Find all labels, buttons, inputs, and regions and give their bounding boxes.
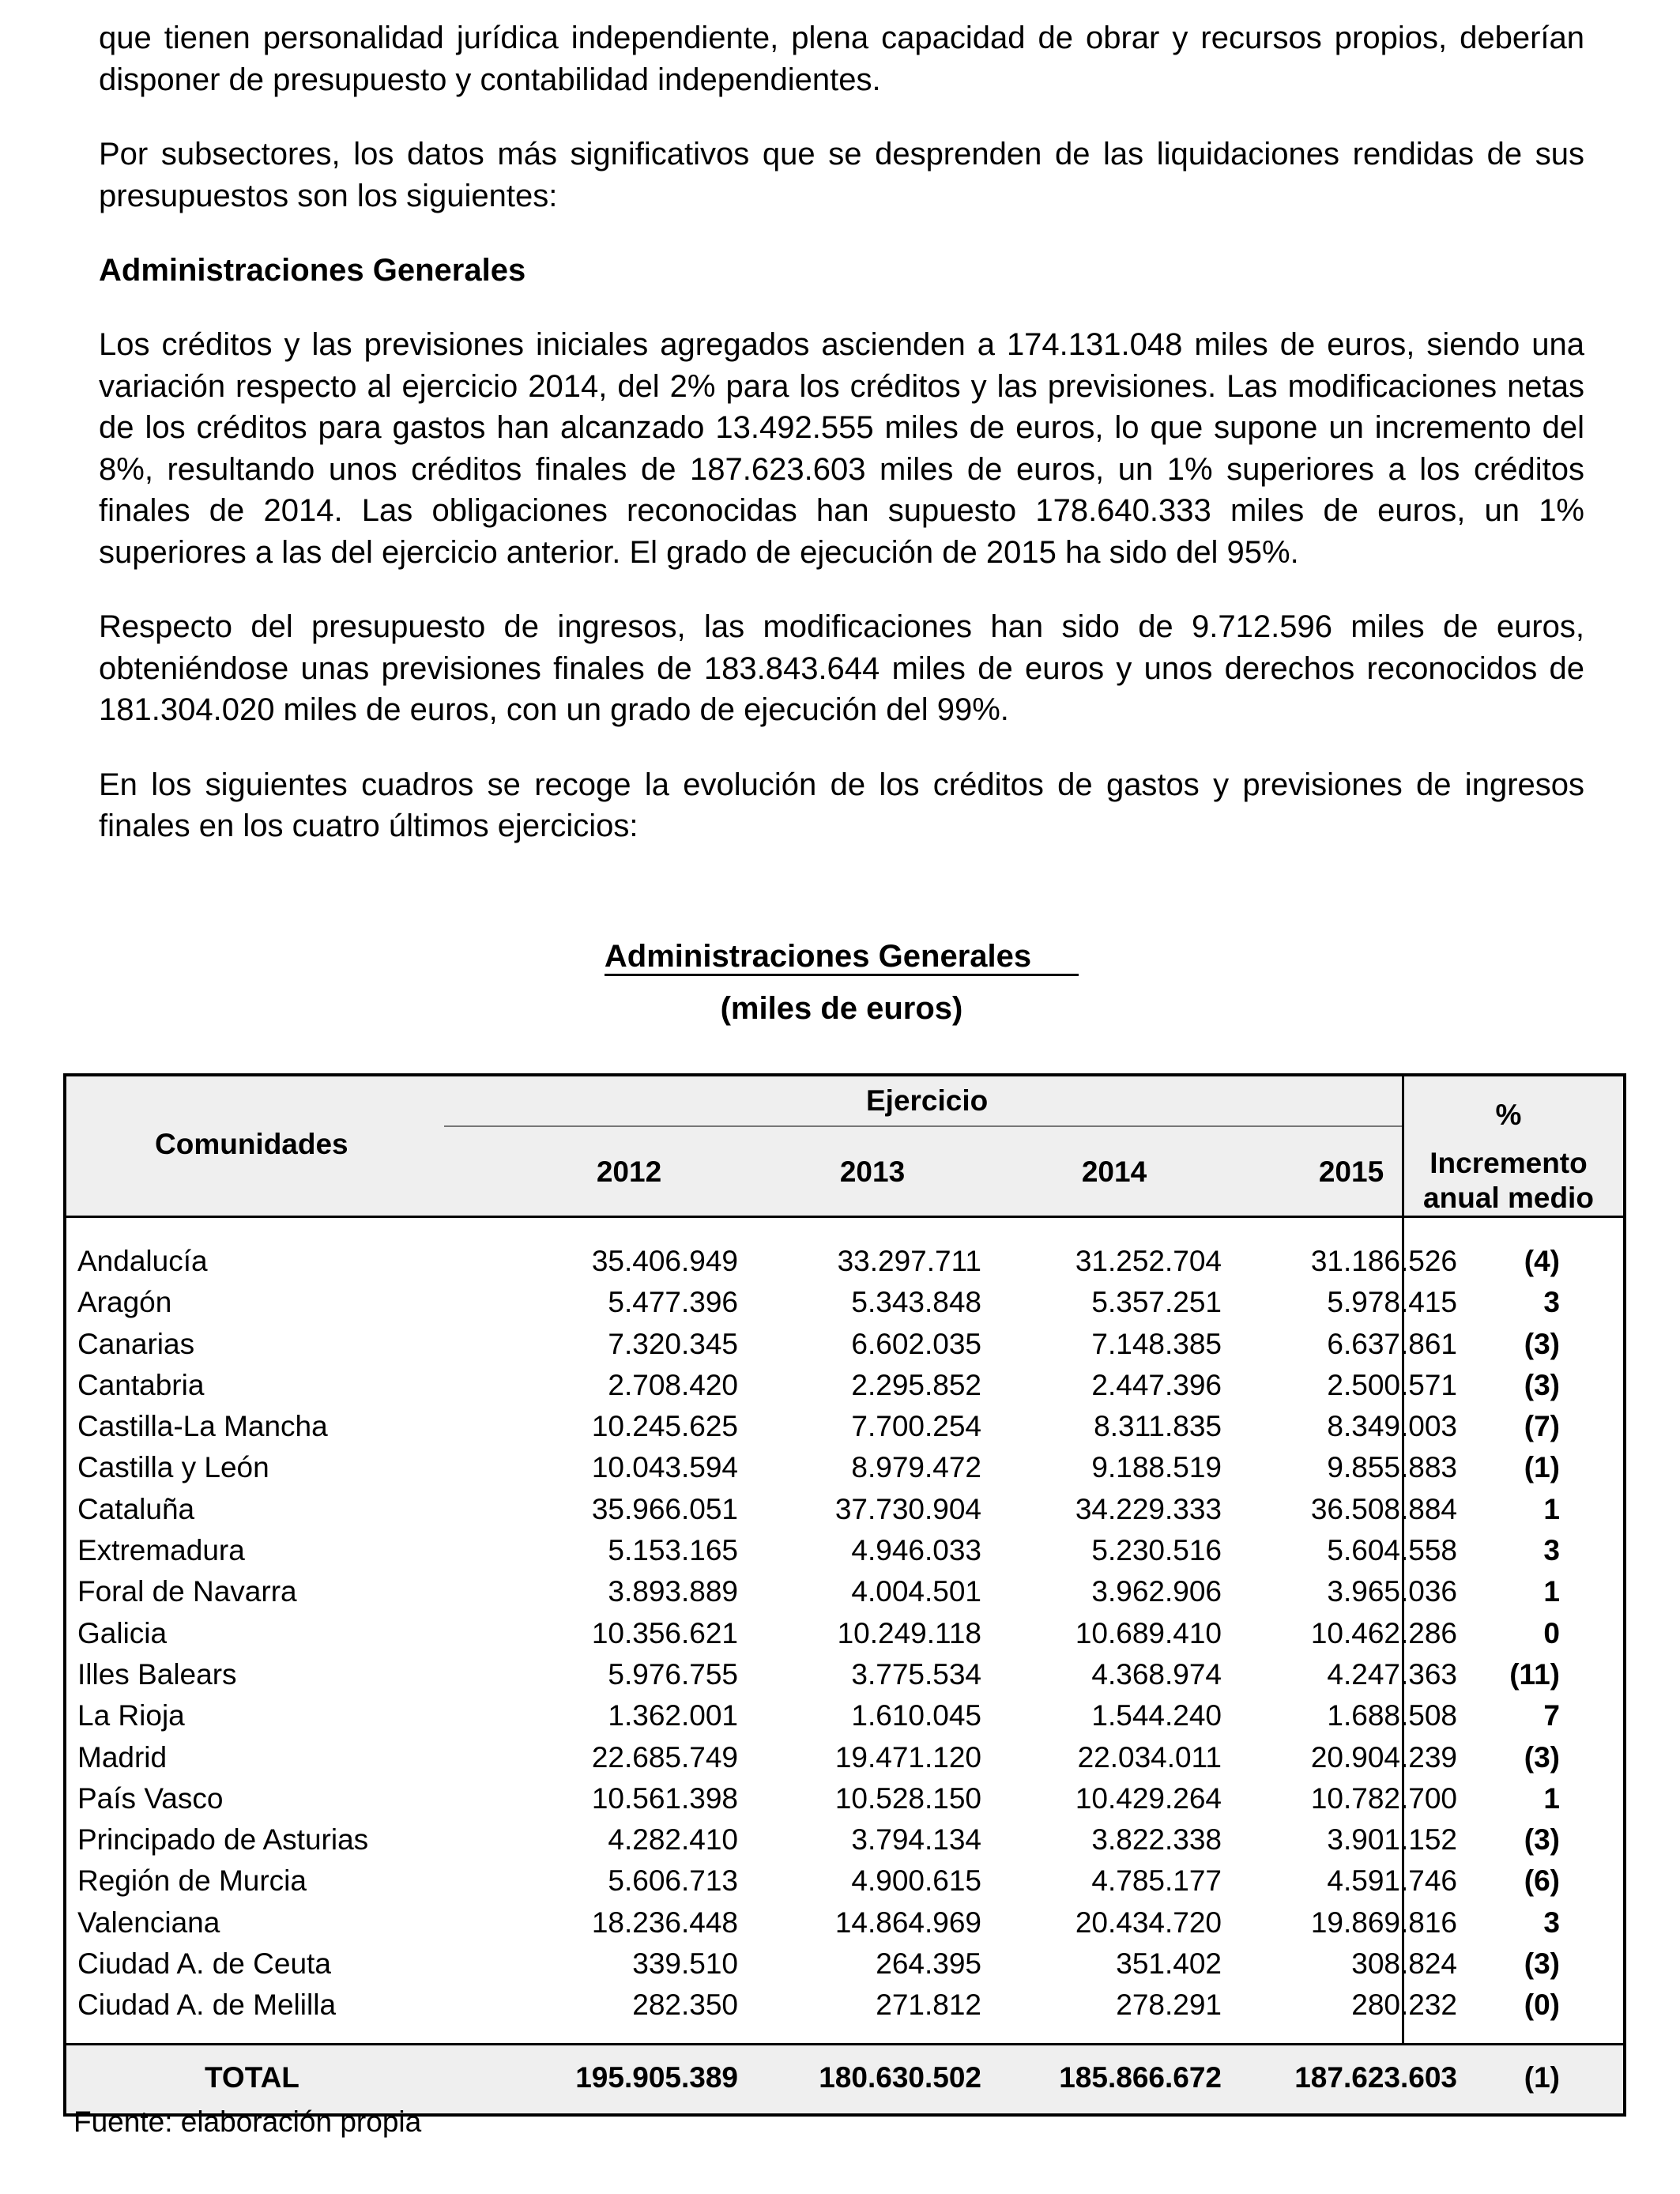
row-2012: 10.356.621	[591, 1616, 738, 1649]
row-2014: 10.429.264	[1075, 1781, 1222, 1815]
row-name: Valenciana	[77, 1906, 220, 1939]
row-2012: 10.043.594	[591, 1451, 738, 1484]
table-row	[66, 1903, 1623, 1944]
paragraph-5: En los siguientes cuadros se recoge la evolución de los créditos de gastos y previsiones de ingresos finales en los cuatro últimos ejercicios:	[99, 767, 1584, 843]
row-2015: 20.904.239	[1310, 1740, 1457, 1774]
table-row	[66, 1490, 1623, 1531]
row-2015: 9.855.883	[1327, 1451, 1457, 1484]
row-pct: 1	[1543, 1575, 1560, 1608]
header-incremento	[1402, 1146, 1615, 1216]
row-name: Extremadura	[77, 1534, 245, 1567]
row-2013: 7.700.254	[851, 1410, 981, 1443]
row-2014: 22.034.011	[1077, 1740, 1222, 1774]
header-year-2012: 2012	[596, 1155, 662, 1188]
row-2015: 4.591.746	[1327, 1864, 1457, 1898]
table-row	[66, 1820, 1623, 1861]
row-pct: 3	[1543, 1534, 1560, 1567]
row-2012: 2.708.420	[608, 1368, 738, 1401]
row-2015: 280.232	[1351, 1989, 1457, 2022]
row-2013: 6.602.035	[851, 1327, 981, 1360]
header-pct: %	[1495, 1099, 1522, 1131]
table-row	[66, 1985, 1623, 2026]
row-2015: 8.349.003	[1327, 1410, 1457, 1443]
total-2013: 180.630.502	[819, 2060, 981, 2094]
table-row	[66, 1448, 1623, 1489]
table-row	[66, 1531, 1623, 1572]
row-pct: 1	[1543, 1492, 1560, 1525]
row-name: Ciudad A. de Melilla	[77, 1989, 337, 2022]
row-2015: 6.637.861	[1327, 1327, 1457, 1360]
row-name: Cantabria	[77, 1368, 205, 1401]
row-pct: (11)	[1509, 1657, 1560, 1691]
row-2012: 5.477.396	[608, 1286, 738, 1319]
header-incremento-line2: anual medio	[1423, 1182, 1594, 1214]
source-note: Fuente: elaboración propia	[73, 2105, 422, 2138]
row-name: Andalucía	[77, 1245, 208, 1277]
table-row	[66, 1779, 1623, 1820]
row-2012: 339.510	[632, 1947, 738, 1981]
row-name: Castilla y León	[77, 1451, 269, 1484]
header-ejercicio: Ejercicio	[866, 1084, 989, 1117]
row-name: Castilla-La Mancha	[77, 1410, 328, 1443]
total-label: TOTAL	[205, 2060, 299, 2094]
header-year-2015: 2015	[1318, 1155, 1384, 1188]
row-2015: 308.824	[1351, 1947, 1457, 1981]
table-body	[66, 1218, 1623, 2043]
row-pct: 1	[1543, 1781, 1560, 1815]
paragraph-1: que tienen personalidad jurídica independiente, plena capacidad de obrar y recursos propios, deberían disponer de presupuesto y contabilidad independientes.	[99, 21, 1584, 97]
row-2012: 10.561.398	[591, 1781, 738, 1815]
section-heading: Administraciones Generales	[99, 253, 526, 288]
row-2013: 5.343.848	[851, 1286, 981, 1319]
row-2014: 278.291	[1116, 1989, 1222, 2022]
row-2012: 35.966.051	[591, 1492, 738, 1525]
row-name: Región de Murcia	[77, 1864, 307, 1898]
table-row	[66, 1696, 1623, 1737]
row-pct: (7)	[1524, 1410, 1560, 1443]
row-name: País Vasco	[77, 1781, 224, 1815]
header-year-2013: 2013	[839, 1155, 906, 1188]
row-name: Aragón	[77, 1286, 172, 1319]
table-subtitle: (miles de euros)	[720, 991, 963, 1026]
row-2012: 35.406.949	[591, 1245, 738, 1277]
table-row	[66, 1242, 1623, 1283]
row-2013: 14.864.969	[834, 1906, 981, 1939]
row-2013: 3.775.534	[851, 1657, 981, 1691]
total-pct: (1)	[1524, 2060, 1560, 2094]
paragraph-3: Los créditos y las previsiones iniciales agregados ascienden a 174.131.048 miles de euros, siendo una variación respecto al ejercicio 2014, del 2% para los créditos y las previsiones. Las modificaciones netas de los créditos para gastos han alcanzado 13.492.555 miles de euros, lo que supone un incremento del 8%, resultando unos créditos finales de 187.623.603 miles de euros, un 1% superiores a los créditos finales de 2014. Las obligaciones reconocidas han supuesto 178.640.333 miles de euros, un 1% superiores a las del ejercicio anterior. El grado de ejecución de 2015 ha sido del 95%.	[99, 327, 1584, 570]
row-pct: (0)	[1524, 1989, 1560, 2022]
row-2014: 3.962.906	[1091, 1575, 1222, 1608]
row-2014: 2.447.396	[1091, 1368, 1222, 1401]
row-2012: 5.976.755	[608, 1657, 738, 1691]
row-pct: 0	[1543, 1616, 1560, 1649]
row-2012: 4.282.410	[608, 1823, 738, 1857]
table-row	[66, 1861, 1623, 1902]
row-2014: 1.544.240	[1091, 1699, 1222, 1732]
row-2013: 4.004.501	[851, 1575, 981, 1608]
row-pct: (3)	[1524, 1368, 1560, 1401]
row-2015: 2.500.571	[1327, 1368, 1457, 1401]
paragraph-2: Por subsectores, los datos más significativos que se desprenden de las liquidaciones rendidas de sus presupuestos son los siguientes:	[99, 137, 1584, 213]
row-2013: 1.610.045	[851, 1699, 981, 1732]
table-row	[66, 1366, 1623, 1407]
row-name: Foral de Navarra	[77, 1575, 297, 1608]
table-row	[66, 1325, 1623, 1366]
row-name: Ciudad A. de Ceuta	[77, 1947, 331, 1981]
row-2014: 8.311.835	[1094, 1410, 1222, 1443]
row-2013: 19.471.120	[834, 1740, 981, 1774]
row-2014: 7.148.385	[1091, 1327, 1222, 1360]
total-2015: 187.623.603	[1294, 2060, 1457, 2094]
row-2015: 31.186.526	[1310, 1245, 1457, 1277]
row-2014: 5.357.251	[1091, 1286, 1222, 1319]
row-2012: 18.236.448	[591, 1906, 738, 1939]
row-2014: 34.229.333	[1075, 1492, 1222, 1525]
row-pct: (4)	[1524, 1245, 1560, 1277]
row-2014: 4.785.177	[1091, 1864, 1222, 1898]
row-2013: 4.946.033	[851, 1534, 981, 1567]
row-2015: 10.462.286	[1310, 1616, 1457, 1649]
row-name: La Rioja	[77, 1699, 185, 1732]
row-pct: (6)	[1524, 1864, 1560, 1898]
row-2014: 20.434.720	[1075, 1906, 1222, 1939]
row-2014: 5.230.516	[1091, 1534, 1222, 1567]
row-2014: 351.402	[1116, 1947, 1222, 1981]
row-2012: 10.245.625	[591, 1410, 738, 1443]
table-title: Administraciones Generales	[605, 939, 1079, 976]
row-2013: 2.295.852	[851, 1368, 981, 1401]
data-table	[63, 1073, 1626, 2117]
row-2012: 5.153.165	[608, 1534, 738, 1567]
row-2015: 5.978.415	[1327, 1286, 1457, 1319]
row-2014: 4.368.974	[1091, 1657, 1222, 1691]
row-2013: 10.528.150	[834, 1781, 981, 1815]
row-2014: 31.252.704	[1075, 1245, 1222, 1277]
document-page	[99, 17, 1584, 1026]
row-2012: 3.893.889	[608, 1575, 738, 1608]
row-2013: 264.395	[876, 1947, 981, 1981]
row-2015: 3.901.152	[1327, 1823, 1457, 1857]
row-2013: 3.794.134	[851, 1823, 981, 1857]
row-2014: 3.822.338	[1091, 1823, 1222, 1857]
table-row	[66, 1614, 1623, 1655]
row-2015: 4.247.363	[1327, 1657, 1457, 1691]
header-incremento-line1: Incremento	[1430, 1147, 1588, 1179]
total-row	[66, 2043, 1623, 2113]
row-pct: 3	[1543, 1906, 1560, 1939]
row-2012: 22.685.749	[591, 1740, 738, 1774]
row-pct: (3)	[1524, 1327, 1560, 1360]
row-pct: (1)	[1524, 1451, 1560, 1484]
row-2013: 271.812	[876, 1989, 981, 2022]
total-2012: 195.905.389	[575, 2060, 738, 2094]
table-header	[66, 1076, 1623, 1218]
row-pct: 7	[1543, 1699, 1560, 1732]
row-name: Galicia	[77, 1616, 168, 1649]
paragraph-4: Respecto del presupuesto de ingresos, las modificaciones han sido de 9.712.596 miles de euros, obteniéndose unas previsiones finales de 183.843.644 miles de euros y unos derechos reconocidos de 181.304.020 miles de euros, con un grado de ejecución del 99%.	[99, 609, 1584, 727]
row-2015: 1.688.508	[1327, 1699, 1457, 1732]
table-row	[66, 1572, 1623, 1613]
row-name: Illes Balears	[77, 1657, 237, 1691]
header-divider	[444, 1125, 1402, 1127]
row-pct: (3)	[1524, 1740, 1560, 1774]
row-2013: 37.730.904	[834, 1492, 981, 1525]
total-2014: 185.866.672	[1059, 2060, 1222, 2094]
row-2015: 10.782.700	[1310, 1781, 1457, 1815]
row-pct: (3)	[1524, 1823, 1560, 1857]
row-2015: 19.869.816	[1310, 1906, 1457, 1939]
row-2013: 10.249.118	[837, 1616, 981, 1649]
row-name: Madrid	[77, 1740, 168, 1774]
header-year-2014: 2014	[1081, 1155, 1147, 1188]
table-row	[66, 1944, 1623, 1985]
row-pct: (3)	[1524, 1947, 1560, 1981]
row-pct: 3	[1543, 1286, 1560, 1319]
row-2013: 8.979.472	[851, 1451, 981, 1484]
row-2015: 5.604.558	[1327, 1534, 1457, 1567]
row-name: Canarias	[77, 1327, 195, 1360]
row-2012: 1.362.001	[608, 1699, 738, 1732]
row-2015: 3.965.036	[1327, 1575, 1457, 1608]
row-2013: 33.297.711	[837, 1245, 981, 1277]
row-name: Cataluña	[77, 1492, 195, 1525]
row-2012: 5.606.713	[608, 1864, 738, 1898]
row-2015: 36.508.884	[1310, 1492, 1457, 1525]
table-title-wrap	[99, 939, 1584, 976]
row-name: Principado de Asturias	[77, 1823, 369, 1857]
row-2012: 282.350	[632, 1989, 738, 2022]
table-row	[66, 1283, 1623, 1324]
table-row	[66, 1655, 1623, 1696]
row-2014: 9.188.519	[1091, 1451, 1222, 1484]
table-row	[66, 1407, 1623, 1448]
row-2013: 4.900.615	[851, 1864, 981, 1898]
row-2014: 10.689.410	[1075, 1616, 1222, 1649]
table-row	[66, 1738, 1623, 1779]
header-comunidades: Comunidades	[155, 1128, 348, 1160]
row-2012: 7.320.345	[608, 1327, 738, 1360]
